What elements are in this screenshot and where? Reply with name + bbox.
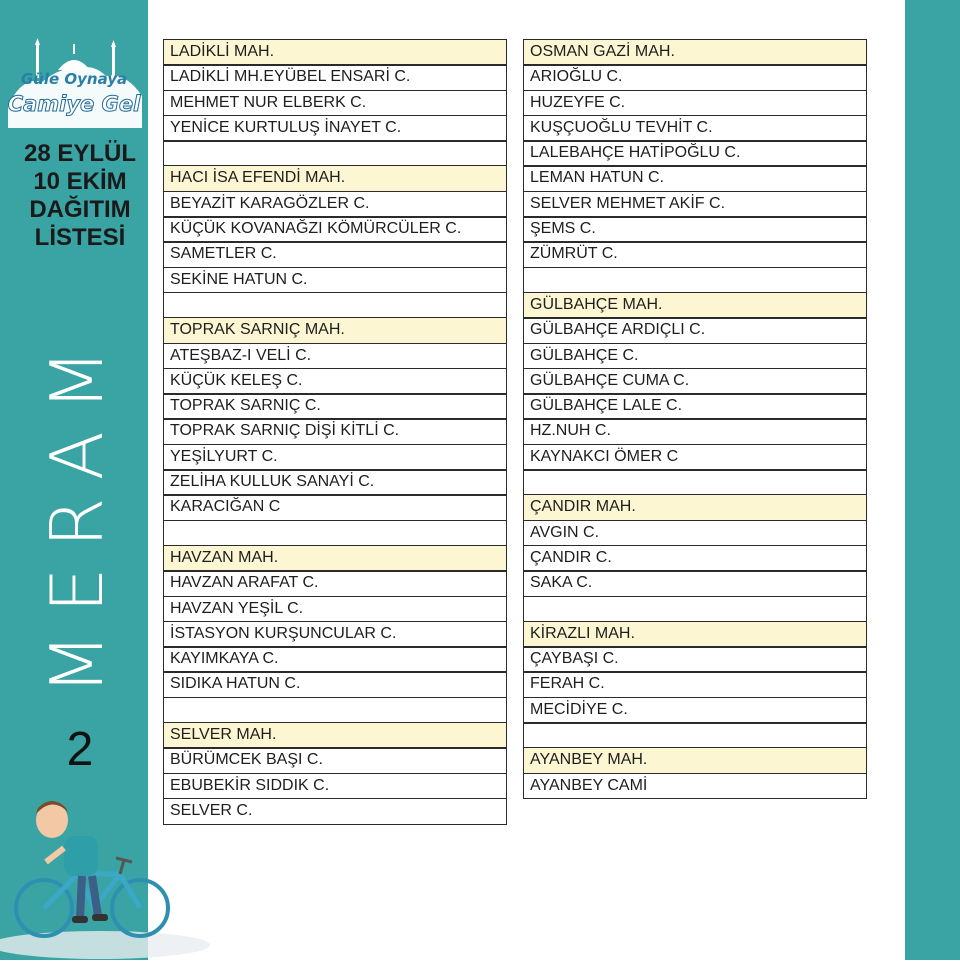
street-row: İSTASYON KURŞUNCULAR C. <box>163 621 507 648</box>
street-row: KUŞÇUOĞLU TEVHİT C. <box>523 115 867 142</box>
street-row: MECİDİYE C. <box>523 697 867 724</box>
blank-row <box>523 469 867 496</box>
street-row: BEYAZİT KARAGÖZLER C. <box>163 191 507 218</box>
blank-row <box>523 722 867 749</box>
street-row: SELVER MEHMET AKİF C. <box>523 191 867 218</box>
blank-row <box>163 140 507 167</box>
campaign-logo <box>2 36 146 132</box>
street-row: GÜLBAHÇE CUMA C. <box>523 368 867 395</box>
street-row: ZELİHA KULLUK SANAYİ C. <box>163 469 507 496</box>
street-row: FERAH C. <box>523 671 867 698</box>
page-number: 2 <box>66 723 94 776</box>
street-row: GÜLBAHÇE LALE C. <box>523 393 867 420</box>
street-row: ARIOĞLU C. <box>523 64 867 91</box>
street-row: SELVER C. <box>163 798 507 825</box>
blank-row <box>523 596 867 623</box>
blank-row <box>523 267 867 294</box>
street-row: TOPRAK SARNIÇ DİŞİ KİTLİ C. <box>163 418 507 445</box>
blank-row <box>163 697 507 724</box>
distribution-dates-title <box>0 140 160 252</box>
street-row: YEŞİLYURT C. <box>163 444 507 471</box>
neighborhood-header: SELVER MAH. <box>163 722 507 749</box>
street-row: KAYIMKAYA C. <box>163 646 507 673</box>
neighborhood-header: AYANBEY MAH. <box>523 747 867 774</box>
street-row: TOPRAK SARNIÇ C. <box>163 393 507 420</box>
logo-tagline-top: Güle Oynaya <box>20 70 128 88</box>
right-address-list <box>523 39 867 799</box>
right-sidebar-band <box>905 0 960 960</box>
street-row: ŞEMS C. <box>523 216 867 243</box>
neighborhood-header: GÜLBAHÇE MAH. <box>523 292 867 319</box>
left-address-list <box>163 39 507 825</box>
blank-row <box>163 292 507 319</box>
neighborhood-header: OSMAN GAZİ MAH. <box>523 39 867 66</box>
street-row: SAMETLER C. <box>163 241 507 268</box>
street-row: GÜLBAHÇE ARDIÇLI C. <box>523 317 867 344</box>
street-row: HUZEYFE C. <box>523 90 867 117</box>
street-row: HZ.NUH C. <box>523 418 867 445</box>
neighborhood-header: TOPRAK SARNIÇ MAH. <box>163 317 507 344</box>
street-row: HAVZAN ARAFAT C. <box>163 570 507 597</box>
street-row: AYANBEY CAMİ <box>523 773 867 800</box>
street-row: AVGIN C. <box>523 520 867 547</box>
date-line-1: 28 EYLÜL <box>23 140 137 167</box>
street-row: KAYNAKCI ÖMER C <box>523 444 867 471</box>
street-row: BÜRÜMCEK BAŞI C. <box>163 747 507 774</box>
neighborhood-header: HACI İSA EFENDİ MAH. <box>163 165 507 192</box>
street-row: KÜÇÜK KOVANAĞZI KÖMÜRCÜLER C. <box>163 216 507 243</box>
street-row: HAVZAN YEŞİL C. <box>163 596 507 623</box>
blank-row <box>163 520 507 547</box>
street-row: LEMAN HATUN C. <box>523 165 867 192</box>
street-row: ÇANDIR C. <box>523 545 867 572</box>
street-row: ÇAYBAŞI C. <box>523 646 867 673</box>
street-row: SEKİNE HATUN C. <box>163 267 507 294</box>
title-line-3: DAĞITIM <box>29 196 131 223</box>
street-row: ATEŞBAZ-I VELİ C. <box>163 343 507 370</box>
district-name: MERAM <box>35 328 119 696</box>
street-row: SAKA C. <box>523 570 867 597</box>
street-row: SIDIKA HATUN C. <box>163 671 507 698</box>
street-row: LALEBAHÇE HATİPOĞLU C. <box>523 140 867 167</box>
date-line-2: 10 EKİM <box>33 168 127 195</box>
street-row: ZÜMRÜT C. <box>523 241 867 268</box>
neighborhood-header: ÇANDIR MAH. <box>523 494 867 521</box>
neighborhood-header: HAVZAN MAH. <box>163 545 507 572</box>
neighborhood-header: LADİKLİ MAH. <box>163 39 507 66</box>
street-row: LADİKLİ MH.EYÜBEL ENSARİ C. <box>163 64 507 91</box>
street-row: KÜÇÜK KELEŞ C. <box>163 368 507 395</box>
street-row: MEHMET NUR ELBERK C. <box>163 90 507 117</box>
neighborhood-header: KİRAZLI MAH. <box>523 621 867 648</box>
title-line-4: LİSTESİ <box>34 224 126 251</box>
street-row: YENİCE KURTULUŞ İNAYET C. <box>163 115 507 142</box>
street-row: KARACIĞAN C <box>163 494 507 521</box>
street-row: GÜLBAHÇE C. <box>523 343 867 370</box>
street-row: EBUBEKİR SIDDIK C. <box>163 773 507 800</box>
logo-tagline-bottom: Camiye Gel <box>7 92 141 116</box>
